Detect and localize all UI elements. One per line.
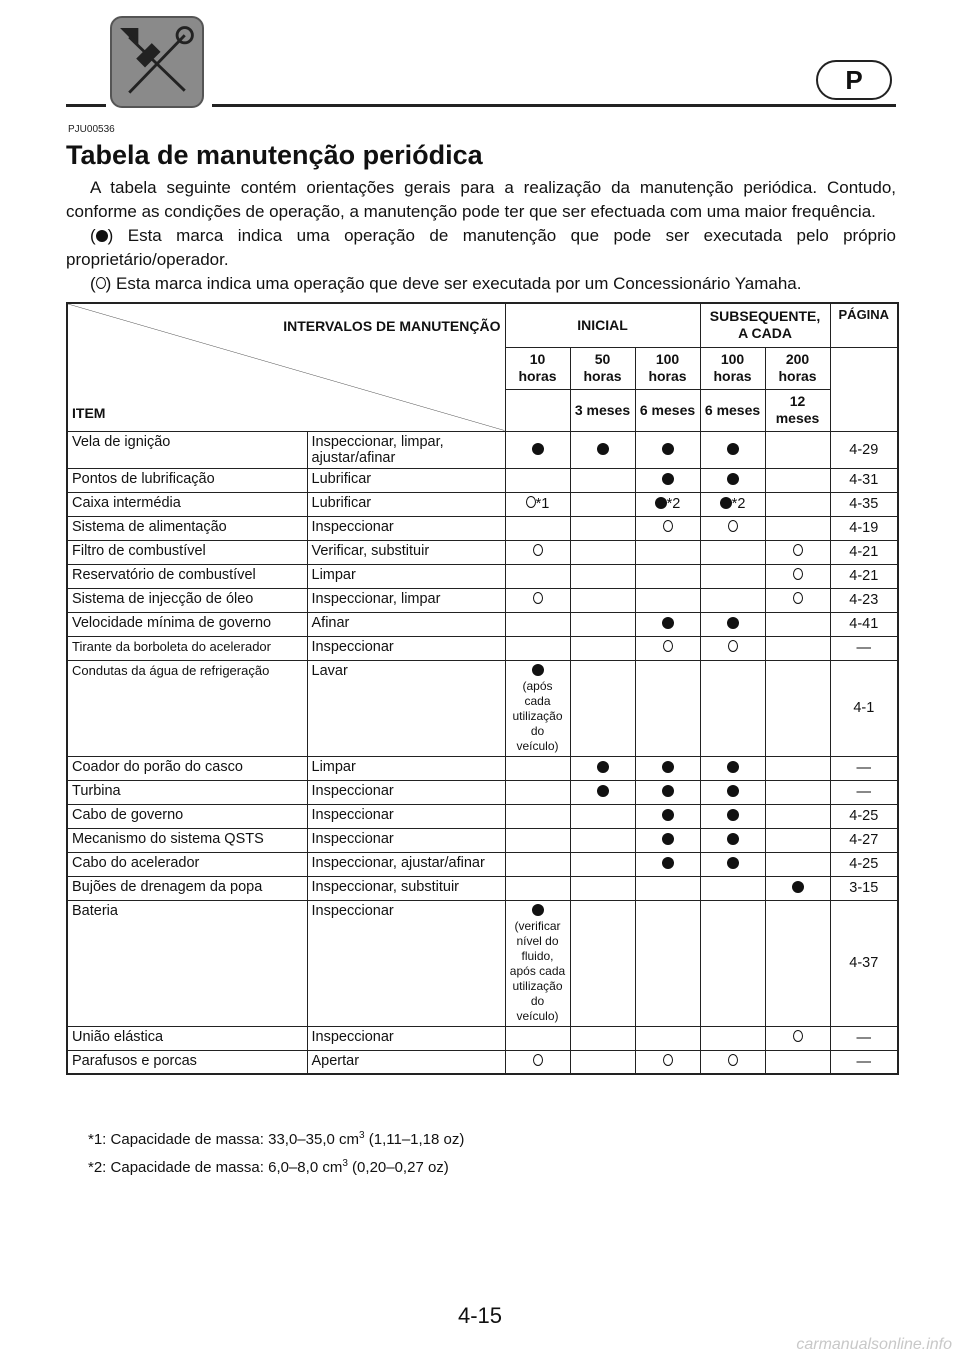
item-cell: Velocidade mínima de governo xyxy=(67,612,307,636)
intro-paragraph-2-text: ) Esta marca indica uma operação de manutenção que pode ser executada pelo próprio proprietário/operador. xyxy=(66,226,896,269)
header-rule-right xyxy=(212,104,896,107)
interval-mark-cell xyxy=(700,828,765,852)
interval-mark-cell xyxy=(765,636,830,660)
hollow-circle-icon xyxy=(533,592,543,604)
page-header: PÁGINA xyxy=(830,303,898,347)
interval-mark-cell xyxy=(700,516,765,540)
mark-note: (após cada utilização do veículo) xyxy=(512,678,563,753)
item-cell: Coador do porão do casco xyxy=(67,756,307,780)
action-cell: Inspeccionar, substituir xyxy=(307,876,505,900)
page-ref-cell: 4-29 xyxy=(830,431,898,468)
action-cell: Inspeccionar, limpar xyxy=(307,588,505,612)
interval-mark-cell xyxy=(505,1050,570,1074)
interval-mark-cell xyxy=(765,780,830,804)
action-cell: Inspeccionar xyxy=(307,516,505,540)
interval-mark-cell xyxy=(765,852,830,876)
filled-dot-icon xyxy=(597,785,609,797)
hollow-circle-icon xyxy=(533,544,543,556)
page-ref-cell: 4-37 xyxy=(830,900,898,1026)
item-cell: Bateria xyxy=(67,900,307,1026)
interval-mark-cell xyxy=(570,516,635,540)
page-ref-cell: 4-21 xyxy=(830,564,898,588)
footnote-2-sup: 3 xyxy=(342,1158,348,1169)
hours-header: 100 horas xyxy=(635,347,700,389)
interval-mark-cell xyxy=(570,612,635,636)
filled-dot-icon xyxy=(727,443,739,455)
item-cell: Sistema de alimentação xyxy=(67,516,307,540)
table-row xyxy=(67,492,898,516)
item-cell: Condutas da água de refrigeração xyxy=(67,660,307,756)
filled-dot-icon xyxy=(96,230,108,242)
footnote-2-suffix: (0,20–0,27 oz) xyxy=(347,1159,449,1176)
page-number: 4-15 xyxy=(457,1303,503,1328)
table-row xyxy=(67,540,898,564)
interval-mark-cell xyxy=(700,468,765,492)
action-cell: Apertar xyxy=(307,1050,505,1074)
intro-paragraph-3: ( ) Esta marca indica uma operação que deve ser executada por um Concessionário Yamaha. xyxy=(90,274,802,293)
tools-icon xyxy=(110,16,204,108)
interval-mark-cell xyxy=(570,828,635,852)
action-cell: Limpar xyxy=(307,564,505,588)
interval-mark-cell xyxy=(765,431,830,468)
item-cell: Tirante da borboleta do acelerador xyxy=(67,636,307,660)
filled-dot-icon xyxy=(727,785,739,797)
interval-mark-cell xyxy=(570,876,635,900)
table-row xyxy=(67,756,898,780)
interval-mark-cell xyxy=(570,492,635,516)
interval-mark-cell xyxy=(765,516,830,540)
item-cell: Mecanismo do sistema QSTS xyxy=(67,828,307,852)
filled-dot-icon xyxy=(655,497,667,509)
interval-mark-cell xyxy=(505,852,570,876)
hollow-circle-icon xyxy=(663,520,673,532)
hollow-circle-icon xyxy=(728,1054,738,1066)
action-cell: Lavar xyxy=(307,660,505,756)
interval-mark-cell xyxy=(700,756,765,780)
interval-mark-cell xyxy=(700,804,765,828)
page-ref-cell: 3-15 xyxy=(830,876,898,900)
interval-mark-cell xyxy=(700,900,765,1026)
interval-mark-cell xyxy=(635,828,700,852)
hollow-circle-icon xyxy=(793,1030,803,1042)
action-cell: Limpar xyxy=(307,756,505,780)
filled-dot-icon xyxy=(662,443,674,455)
action-cell: Inspeccionar, ajustar/afinar xyxy=(307,852,505,876)
interval-mark-cell xyxy=(635,636,700,660)
header-rule-left xyxy=(66,104,106,107)
interval-mark-cell xyxy=(765,900,830,1026)
footnote-1-sup: 3 xyxy=(359,1130,365,1141)
interval-mark-cell xyxy=(700,1026,765,1050)
interval-mark-cell xyxy=(635,804,700,828)
months-header: 6 meses xyxy=(700,389,765,431)
interval-mark-cell xyxy=(505,804,570,828)
interval-mark-cell xyxy=(505,756,570,780)
item-cell: Vela de ignição xyxy=(67,431,307,468)
hollow-circle-icon xyxy=(533,1054,543,1066)
filled-dot-icon xyxy=(727,761,739,773)
interval-mark-cell xyxy=(505,780,570,804)
interval-mark-cell xyxy=(635,468,700,492)
interval-mark-cell xyxy=(700,431,765,468)
item-cell: Cabo de governo xyxy=(67,804,307,828)
filled-dot-icon xyxy=(662,617,674,629)
interval-mark-cell xyxy=(635,588,700,612)
interval-mark-cell xyxy=(765,756,830,780)
interval-mark-cell xyxy=(635,660,700,756)
interval-mark-cell xyxy=(700,1050,765,1074)
interval-mark-cell xyxy=(635,612,700,636)
interval-mark-cell xyxy=(505,588,570,612)
hollow-circle-icon xyxy=(728,640,738,652)
interval-mark-cell xyxy=(505,431,570,468)
action-cell: Lubrificar xyxy=(307,468,505,492)
footnote-ref: *1 xyxy=(535,496,550,512)
interval-mark-cell xyxy=(635,492,700,516)
page-ref-cell: — xyxy=(830,636,898,660)
doc-code: PJU00536 xyxy=(68,124,115,135)
page-ref-cell: — xyxy=(830,1026,898,1050)
interval-mark-cell xyxy=(635,1050,700,1074)
page-ref-cell: 4-31 xyxy=(830,468,898,492)
hollow-circle-icon xyxy=(96,277,106,289)
interval-mark-cell xyxy=(505,516,570,540)
table-row xyxy=(67,660,898,756)
page-title: Tabela de manutenção periódica xyxy=(66,140,483,170)
interval-mark-cell xyxy=(765,828,830,852)
filled-dot-icon xyxy=(532,904,544,916)
interval-mark-cell xyxy=(505,660,570,756)
filled-dot-icon xyxy=(532,664,544,676)
interval-mark-cell xyxy=(505,468,570,492)
item-cell: Cabo do acelerador xyxy=(67,852,307,876)
interval-mark-cell xyxy=(635,540,700,564)
interval-mark-cell xyxy=(765,540,830,564)
page-ref-cell: 4-23 xyxy=(830,588,898,612)
interval-mark-cell xyxy=(635,516,700,540)
interval-mark-cell xyxy=(570,540,635,564)
footnotes xyxy=(88,1124,464,1180)
page-ref-cell: — xyxy=(830,756,898,780)
interval-mark-cell xyxy=(505,564,570,588)
interval-mark-cell xyxy=(765,612,830,636)
interval-mark-cell xyxy=(635,431,700,468)
hollow-circle-icon xyxy=(793,568,803,580)
footnote-2-text: *2: Capacidade de massa: 6,0–8,0 cm xyxy=(88,1159,343,1176)
interval-mark-cell xyxy=(570,564,635,588)
interval-mark-cell xyxy=(700,564,765,588)
interval-mark-cell xyxy=(700,780,765,804)
mark-note: (verificar nível do fluido, após cada utilização do veículo) xyxy=(509,918,566,1023)
interval-mark-cell xyxy=(765,1050,830,1074)
page-ref-cell: 4-27 xyxy=(830,828,898,852)
footnote-1-text: *1: Capacidade de massa: 33,0–35,0 cm xyxy=(88,1131,360,1148)
footnote-ref: *2 xyxy=(666,496,681,512)
interval-mark-cell xyxy=(505,612,570,636)
page-ref-cell: 4-1 xyxy=(830,660,898,756)
interval-mark-cell xyxy=(765,564,830,588)
item-cell: Turbina xyxy=(67,780,307,804)
interval-mark-cell xyxy=(635,876,700,900)
filled-dot-icon xyxy=(662,857,674,869)
table-row xyxy=(67,1050,898,1074)
item-cell: União elástica xyxy=(67,1026,307,1050)
interval-mark-cell xyxy=(570,431,635,468)
interval-mark-cell xyxy=(635,1026,700,1050)
interval-mark-cell xyxy=(700,660,765,756)
action-cell: Lubrificar xyxy=(307,492,505,516)
interval-mark-cell xyxy=(765,804,830,828)
item-cell: Parafusos e porcas xyxy=(67,1050,307,1074)
maintenance-table xyxy=(66,302,899,1075)
item-cell: Filtro de combustível xyxy=(67,540,307,564)
interval-mark-cell xyxy=(570,900,635,1026)
filled-dot-icon xyxy=(662,785,674,797)
filled-dot-icon xyxy=(532,443,544,455)
interval-mark-cell xyxy=(700,492,765,516)
interval-mark-cell xyxy=(765,492,830,516)
item-header: ITEM xyxy=(72,404,106,421)
table-row xyxy=(67,588,898,612)
interval-mark-cell xyxy=(505,636,570,660)
hours-header: 10 horas xyxy=(505,347,570,389)
action-cell: Inspeccionar xyxy=(307,828,505,852)
page-ref-cell: 4-19 xyxy=(830,516,898,540)
filled-dot-icon xyxy=(662,761,674,773)
interval-mark-cell xyxy=(700,612,765,636)
filled-dot-icon xyxy=(727,857,739,869)
page-ref-cell: 4-41 xyxy=(830,612,898,636)
table-row xyxy=(67,612,898,636)
table-row xyxy=(67,468,898,492)
table-row xyxy=(67,876,898,900)
table-corner-header xyxy=(67,303,505,431)
interval-mark-cell xyxy=(570,588,635,612)
item-cell: Caixa intermédia xyxy=(67,492,307,516)
hollow-circle-icon xyxy=(793,544,803,556)
table-row xyxy=(67,900,898,1026)
table-row xyxy=(67,516,898,540)
table-row xyxy=(67,431,898,468)
action-cell: Inspeccionar xyxy=(307,900,505,1026)
page-ref-cell: — xyxy=(830,1050,898,1074)
interval-mark-cell xyxy=(505,492,570,516)
footnote-2 xyxy=(88,1152,464,1180)
hours-header: 50 horas xyxy=(570,347,635,389)
table-row xyxy=(67,564,898,588)
interval-mark-cell xyxy=(635,564,700,588)
filled-dot-icon xyxy=(597,761,609,773)
interval-mark-cell xyxy=(505,540,570,564)
interval-mark-cell xyxy=(570,804,635,828)
footnote-1 xyxy=(88,1124,464,1152)
table-row xyxy=(67,1026,898,1050)
filled-dot-icon xyxy=(727,617,739,629)
table-row xyxy=(67,804,898,828)
item-cell: Bujões de drenagem da popa xyxy=(67,876,307,900)
interval-mark-cell xyxy=(635,756,700,780)
months-header: 12 meses xyxy=(765,389,830,431)
action-cell: Inspeccionar xyxy=(307,780,505,804)
interval-mark-cell xyxy=(570,780,635,804)
interval-mark-cell xyxy=(765,1026,830,1050)
filled-dot-icon xyxy=(792,881,804,893)
intro-paragraph-1: A tabela seguinte contém orientações gerais para a realização da manutenção periódica. Contudo, conforme as condições de operação, a manutenção pode ter que ser efectuada com uma maior frequência. xyxy=(66,178,896,221)
action-cell: Afinar xyxy=(307,612,505,636)
hollow-circle-icon xyxy=(663,1054,673,1066)
intro-text xyxy=(66,176,896,296)
interval-mark-cell xyxy=(505,900,570,1026)
action-cell: Inspeccionar xyxy=(307,1026,505,1050)
item-cell: Reservatório de combustível xyxy=(67,564,307,588)
interval-mark-cell xyxy=(765,660,830,756)
page-ref-cell: — xyxy=(830,780,898,804)
interval-mark-cell xyxy=(570,636,635,660)
interval-mark-cell xyxy=(570,756,635,780)
table-row xyxy=(67,852,898,876)
interval-mark-cell xyxy=(700,636,765,660)
months-header: 3 meses xyxy=(570,389,635,431)
filled-dot-icon xyxy=(662,833,674,845)
hours-header: 100 horas xyxy=(700,347,765,389)
filled-dot-icon xyxy=(727,833,739,845)
table-row xyxy=(67,636,898,660)
filled-dot-icon xyxy=(727,473,739,485)
interval-mark-cell xyxy=(570,468,635,492)
footnote-1-suffix: (1,11–1,18 oz) xyxy=(364,1131,465,1148)
page-ref-cell: 4-25 xyxy=(830,804,898,828)
interval-mark-cell xyxy=(765,468,830,492)
interval-mark-cell xyxy=(700,876,765,900)
page-ref-cell: 4-35 xyxy=(830,492,898,516)
interval-mark-cell xyxy=(570,1026,635,1050)
interval-mark-cell xyxy=(765,588,830,612)
action-cell: Verificar, substituir xyxy=(307,540,505,564)
hollow-circle-icon xyxy=(728,520,738,532)
intro-paragraph-2: ( ) Esta marca indica uma operação de manutenção que pode ser executada pelo próprio proprietário/operador. xyxy=(66,226,896,269)
filled-dot-icon xyxy=(727,809,739,821)
hollow-circle-icon xyxy=(526,496,536,508)
initial-header: INICIAL xyxy=(505,303,700,347)
interval-mark-cell xyxy=(765,876,830,900)
footnote-ref: *2 xyxy=(731,496,746,512)
interval-mark-cell xyxy=(505,1026,570,1050)
item-cell: Sistema de injecção de óleo xyxy=(67,588,307,612)
intervals-header: INTERVALOS DE MANUTENÇÃO xyxy=(283,318,501,334)
page-ref-cell: 4-21 xyxy=(830,540,898,564)
page-header-spacer xyxy=(830,347,898,431)
interval-mark-cell xyxy=(570,852,635,876)
hollow-circle-icon xyxy=(663,640,673,652)
filled-dot-icon xyxy=(662,809,674,821)
subsequent-header: SUBSEQUENTE, A CADA xyxy=(700,303,830,347)
hollow-circle-icon xyxy=(793,592,803,604)
months-header xyxy=(505,389,570,431)
interval-mark-cell xyxy=(570,1050,635,1074)
table-row xyxy=(67,828,898,852)
interval-mark-cell xyxy=(635,852,700,876)
months-header: 6 meses xyxy=(635,389,700,431)
interval-mark-cell xyxy=(635,900,700,1026)
interval-mark-cell xyxy=(505,876,570,900)
interval-mark-cell xyxy=(700,540,765,564)
action-cell: Inspeccionar xyxy=(307,636,505,660)
interval-mark-cell xyxy=(570,660,635,756)
filled-dot-icon xyxy=(597,443,609,455)
hours-header: 200 horas xyxy=(765,347,830,389)
action-cell: Inspeccionar, limpar, ajustar/afinar xyxy=(307,431,505,468)
filled-dot-icon xyxy=(662,473,674,485)
page-ref-cell: 4-25 xyxy=(830,852,898,876)
filled-dot-icon xyxy=(720,497,732,509)
intro-paragraph-3-text: ) Esta marca indica uma operação que deve ser executada por um Concessionário Yamaha. xyxy=(105,274,802,293)
interval-mark-cell xyxy=(635,780,700,804)
watermark: carmanualsonline.info xyxy=(796,1336,952,1353)
language-badge: P xyxy=(816,60,892,100)
interval-mark-cell xyxy=(700,852,765,876)
interval-mark-cell xyxy=(700,588,765,612)
item-cell: Pontos de lubrificação xyxy=(67,468,307,492)
action-cell: Inspeccionar xyxy=(307,804,505,828)
table-row xyxy=(67,780,898,804)
interval-mark-cell xyxy=(505,828,570,852)
